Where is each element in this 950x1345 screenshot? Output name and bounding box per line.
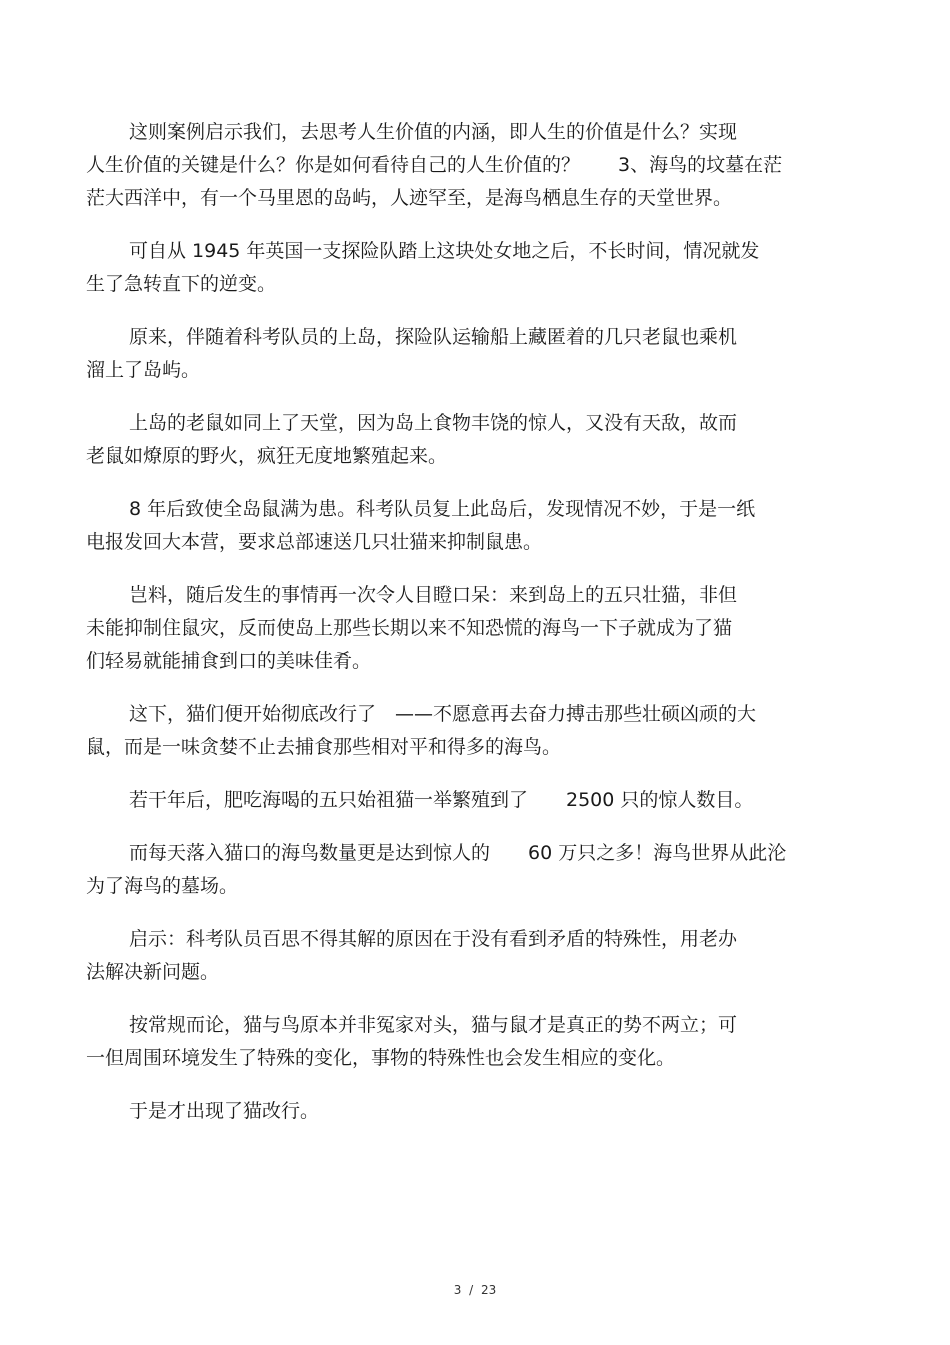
paragraph <box>86 923 866 989</box>
text-line: 启示：科考队员百思不得其解的原因在于没有看到矛盾的特殊性，用老办 <box>129 928 738 950</box>
text-line: 原来，伴随着科考队员的上岛，探险队运输船上藏匿着的几只老鼠也乘机 <box>129 326 738 348</box>
text-line: 茫大西洋中，有一个马里恩的岛屿，人迹罕至，是海鸟栖息生存的天堂世界。 <box>86 187 733 209</box>
text-line: 电报发回大本营，要求总部速送几只壮猫来抑制鼠患。 <box>86 531 543 553</box>
text-line: 上岛的老鼠如同上了天堂，因为岛上食物丰饶的惊人，又没有天敌，故而 <box>129 412 738 434</box>
body-text <box>86 116 866 1148</box>
paragraph <box>86 784 866 817</box>
paragraph <box>86 1009 866 1075</box>
page-current: 3 <box>453 1283 462 1297</box>
text-line: 可自从 1945 年英国一支探险队踏上这块处女地之后，不长时间，情况就发 <box>129 240 760 262</box>
text-line: 法解决新问题。 <box>86 961 220 983</box>
page-total: 23 <box>481 1283 497 1297</box>
text-line: 这则案例启示我们，去思考人生价值的内涵，即人生的价值是什么？实现 <box>129 121 738 143</box>
text-line: 这下，猫们便开始彻底改行了 ——不愿意再去奋力搏击那些壮硕凶顽的大 <box>129 703 757 725</box>
paragraph <box>86 579 866 678</box>
paragraph <box>86 698 866 764</box>
paragraph <box>86 235 866 301</box>
text-line: 为了海鸟的墓场。 <box>86 875 239 897</box>
paragraph <box>86 837 866 903</box>
text-line: 8 年后致使全岛鼠满为患。科考队员复上此岛后，发现情况不妙，于是一纸 <box>129 498 756 520</box>
paragraph <box>86 1095 866 1128</box>
text-line: 溜上了岛屿。 <box>86 359 201 381</box>
text-line: 岂料，随后发生的事情再一次令人目瞪口呆：来到岛上的五只壮猫，非但 <box>129 584 738 606</box>
paragraph <box>86 493 866 559</box>
paragraph <box>86 407 866 473</box>
text-line: 若干年后，肥吃海喝的五只始祖猫一举繁殖到了 2500 只的惊人数目。 <box>129 789 754 811</box>
text-line: 于是才出现了猫改行。 <box>129 1100 320 1122</box>
page-separator: / <box>469 1283 474 1297</box>
text-line: 生了急转直下的逆变。 <box>86 273 277 295</box>
page-number <box>0 1283 950 1297</box>
text-line: 按常规而论，猫与鸟原本并非冤家对头，猫与鼠才是真正的势不两立；可 <box>129 1014 738 1036</box>
text-line: 鼠，而是一味贪婪不止去捕食那些相对平和得多的海鸟。 <box>86 736 562 758</box>
paragraph <box>86 321 866 387</box>
text-line: 们轻易就能捕食到口的美味佳肴。 <box>86 650 372 672</box>
paragraph <box>86 116 866 215</box>
text-line: 未能抑制住鼠灾，反而使岛上那些长期以来不知恐慌的海鸟一下子就成为了猫 <box>86 617 733 639</box>
text-line: 一但周围环境发生了特殊的变化，事物的特殊性也会发生相应的变化。 <box>86 1047 676 1069</box>
text-line: 人生价值的关键是什么？你是如何看待自己的人生价值的？ 3、海鸟的坟墓在茫 <box>86 154 783 176</box>
text-line: 而每天落入猫口的海鸟数量更是达到惊人的 60 万只之多！海鸟世界从此沦 <box>129 842 787 864</box>
text-line: 老鼠如燎原的野火，疯狂无度地繁殖起来。 <box>86 445 448 467</box>
